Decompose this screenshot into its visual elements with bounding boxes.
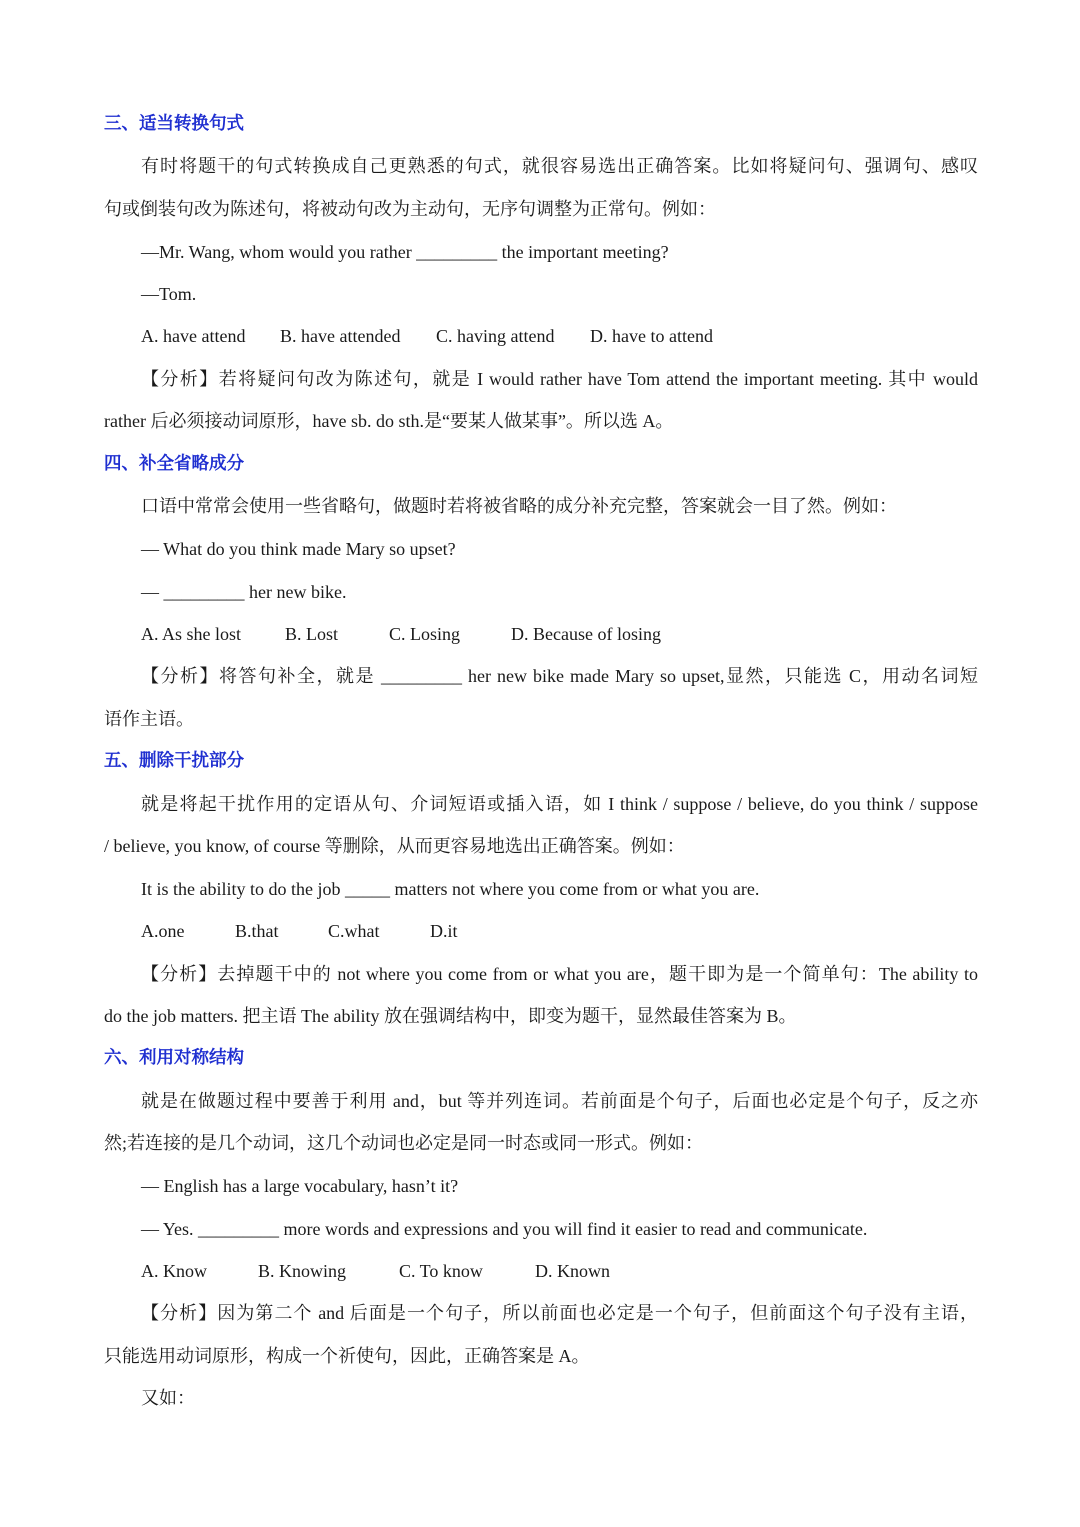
option-d: D. have to attend <box>590 326 713 346</box>
analysis-line: rather 后必须接动词原形，have sb. do sth.是“要某人做某事”。所以选 A。 <box>104 411 674 431</box>
option-c: C.what <box>328 921 380 941</box>
paragraph-line: 然;若连接的是几个动词，这几个动词也必定是同一时态或同一形式。例如： <box>104 1133 703 1153</box>
option-a: A.one <box>141 921 185 941</box>
section-heading: 四、补全省略成分 <box>104 454 244 474</box>
section-heading: 五、删除干扰部分 <box>104 751 244 771</box>
answer-options <box>141 919 458 943</box>
analysis-line: 【分析】因为第二个 and 后面是一个句子，所以前面也必定是一个句子，但前面这个句子没有主语， <box>141 1303 978 1323</box>
question-line: — Yes. _________ more words and expressions and you will find it easier to read and communicate. <box>141 1219 868 1239</box>
analysis-line: 【分析】将答句补全，就是 _________ her new bike made Mary so upset,显然，只能选 C，用动名词短 <box>141 666 978 686</box>
section-heading: 六、利用对称结构 <box>104 1048 244 1068</box>
paragraph-line: 有时将题干的句式转换成自己更熟悉的句式，就很容易选出正确答案。比如将疑问句、强调句、感叹 <box>141 156 978 176</box>
answer-options <box>141 1259 610 1283</box>
analysis-line: 【分析】去掉题干中的 not where you come from or what you are，题干即为是一个简单句：The ability to <box>141 964 978 984</box>
option-b: B. have attended <box>280 326 401 346</box>
analysis-line: 只能选用动词原形，构成一个祈使句，因此，正确答案是 A。 <box>104 1346 590 1366</box>
question-line: —Mr. Wang, whom would you rather _________ the important meeting? <box>141 242 669 262</box>
paragraph-line: 口语中常常会使用一些省略句，做题时若将被省略的成分补充完整，答案就会一目了然。例如： <box>141 496 897 516</box>
option-c: C. Losing <box>389 624 461 644</box>
question-line: —Tom. <box>141 284 197 304</box>
option-a: A. have attend <box>141 326 246 346</box>
analysis-line: do the job matters. 把主语 The ability 放在强调结构中，即变为题干，显然最佳答案为 B。 <box>104 1006 797 1026</box>
section-heading: 三、适当转换句式 <box>104 114 244 134</box>
question-line: It is the ability to do the job _____ matters not where you come from or what you are. <box>141 879 760 899</box>
option-c: C. having attend <box>436 326 555 346</box>
analysis-line: 语作主语。 <box>104 709 194 729</box>
trailing-text: 又如： <box>141 1388 195 1408</box>
answer-options <box>141 324 713 348</box>
option-b: B.that <box>235 921 279 941</box>
option-d: D. Known <box>535 1261 610 1281</box>
question-line: — English has a large vocabulary, hasn’t it? <box>141 1176 459 1196</box>
option-b: B. Knowing <box>258 1261 347 1281</box>
analysis-line: 【分析】若将疑问句改为陈述句，就是 I would rather have Tom attend the important meeting. 其中 would <box>141 369 978 389</box>
option-d: D.it <box>430 921 458 941</box>
paragraph-line: / believe, you know, of course 等删除，从而更容易地选出正确答案。例如： <box>104 836 685 856</box>
option-c: C. To know <box>399 1261 483 1281</box>
paragraph-line: 句或倒装句改为陈述句，将被动句改为主动句，无序句调整为正常句。例如： <box>104 199 716 219</box>
answer-options <box>141 622 661 646</box>
question-line: — _________ her new bike. <box>141 582 347 602</box>
paragraph-line: 就是将起干扰作用的定语从句、介词短语或插入语，如 I think / suppose / believe, do you think / suppose <box>141 794 978 814</box>
question-line: — What do you think made Mary so upset? <box>141 539 456 559</box>
option-b: B. Lost <box>285 624 339 644</box>
option-d: D. Because of losing <box>511 624 661 644</box>
option-a: A. As she lost <box>141 624 242 644</box>
option-a: A. Know <box>141 1261 207 1281</box>
paragraph-line: 就是在做题过程中要善于利用 and，but 等并列连词。若前面是个句子，后面也必定是个句子，反之亦 <box>141 1091 978 1111</box>
